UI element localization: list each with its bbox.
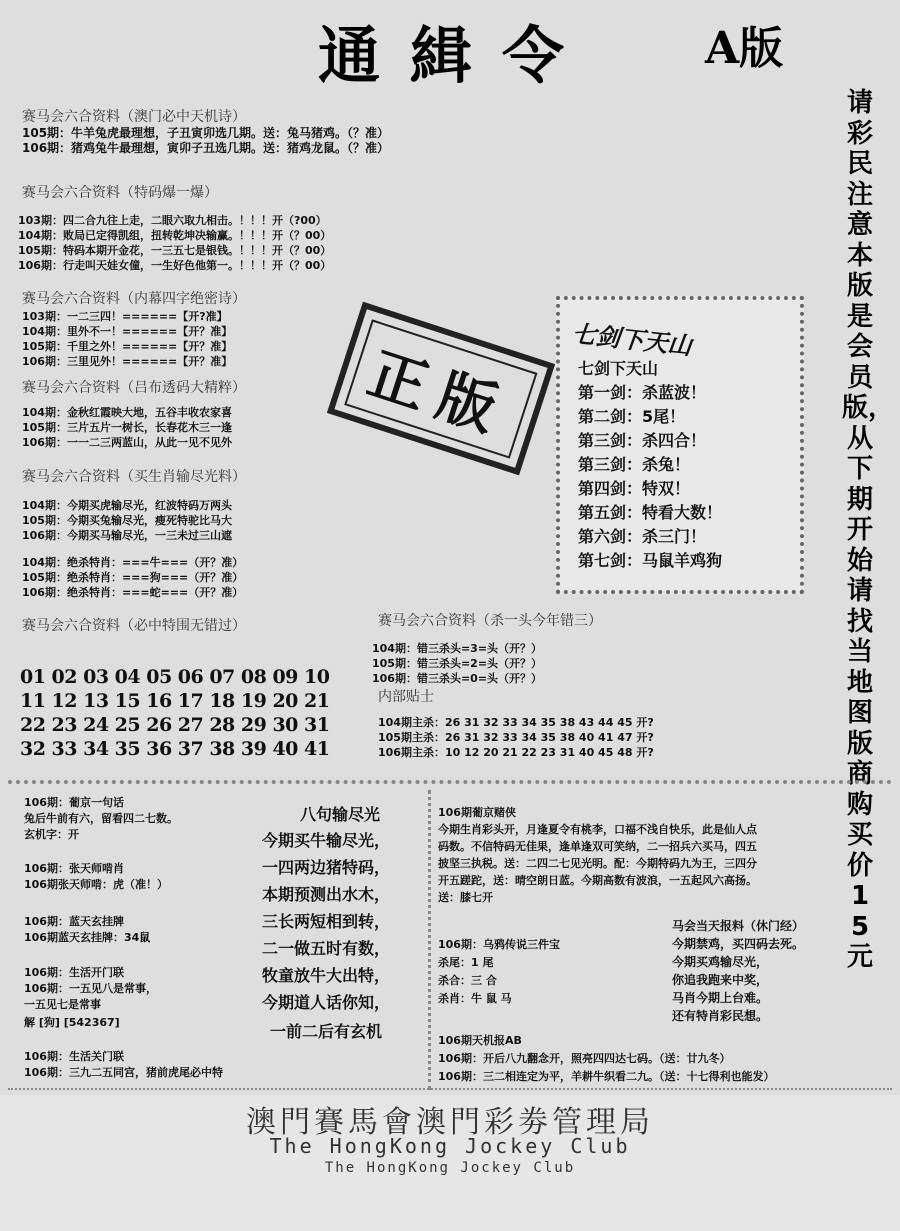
list-item: 第七剑：马鼠羊鸡狗 [578,551,723,570]
list-item: 106期葡京赌侠 [438,806,516,819]
list-item: 送：膝七开 [438,891,493,904]
poem-line: 二一做五时有数， [262,939,391,958]
list-item: 杀肖：牛 鼠 马 [438,992,512,1005]
section-subtitle: 内部贴士 [378,689,434,705]
footer-org-en-small: The HongKong Jockey Club [324,1160,576,1176]
section-title: 赛马会六合资料（买生肖输尽光料） [22,469,246,485]
list-item: 105期：特码本期开金花，一三五七是银钱。！！！开（？00） [18,244,332,257]
section-title: 赛马会六合资料（内幕四字绝密诗） [22,291,246,307]
list-item: 还有特肖彩民想。 [672,1009,769,1023]
section-title: 赛马会六合资料（澳门必中天机诗） [22,109,246,125]
list-item: 106期：一一二三两蓝山，从此一见不见外 [22,436,232,449]
poem-line: 三长两短相到转， [262,912,391,931]
list-item: 106期：一五见八是常事， [24,982,157,995]
list-item: 今期生肖彩头开，月逢夏令有桃李，口福不浅自快乐，此是仙人点 [438,823,757,836]
list-item: 105期：错三杀头=2=头（开？） [372,657,543,670]
list-item: 106期：开后八九翻念开，照亮四四达七码。（送：廿九冬） [438,1052,731,1065]
list-item: 106期蓝天玄挂牌：34鼠 [24,931,151,944]
seven-swords-title: 七剑下天山 [578,359,659,378]
list-item: 今期买鸡输尽光， [672,955,769,969]
list-item: 披坚三执税。送：二四二七见光明。配：今期特码九为王，三四分 [438,857,757,870]
list-item: 马肖今期上台难。 [672,991,769,1005]
number-row: 22 23 24 25 26 27 28 29 30 31 [20,714,330,736]
list-item: 106期：三九二五同宫，猪前虎尾必中特 [24,1066,223,1079]
section-title: 赛马会六合资料（特码爆一爆） [22,185,218,201]
seven-swords-box [556,296,804,594]
list-item: 106期：蓝天玄挂牌 [24,915,124,928]
list-item: 106期：葡京一句话 [24,796,124,809]
poem-line: 本期预测出水木， [262,885,391,904]
list-item: 106期主杀：10 12 20 21 22 23 31 40 45 48 开? [378,746,654,759]
list-item: 玄机字：开 [24,828,79,841]
list-item: 你追我跑来中奖， [672,973,769,987]
list-item: 106期：生活关门联 [24,1050,124,1063]
section-title: 赛马会六合资料（必中特围无错过） [22,618,246,634]
list-item: 今期禁鸡，买四码去死。 [672,937,805,951]
list-item: 104期：金秋红霞映大地，五谷丰收农家喜 [22,406,232,419]
list-item: 105期：千里之外！======【开？准】 [22,340,233,353]
list-item: 106期张天师啃：虎（准！） [24,878,168,891]
list-item: 106期：乌鸦传说三件宝 [438,938,560,951]
list-item: 105期：牛羊兔虎最理想，子丑寅卯选几期。送：兔马猪鸡。（？准） [22,126,390,140]
poem-line: 一四两边猪特码， [262,858,391,877]
list-item: 第六剑：杀三门！ [578,527,707,546]
list-item: 105期主杀：26 31 32 33 34 35 38 40 41 47 开? [378,731,654,744]
poem-title: 八句输尽光 [300,805,381,824]
list-item: 104期主杀：26 31 32 33 34 35 38 43 44 45 开? [378,716,654,729]
list-item: 105期：绝杀特肖：===狗===（开？准） [22,571,244,584]
list-item: 103期：一二三四！======【开?准】 [22,310,228,323]
poem-line: 今期买牛输尽光， [262,831,391,850]
number-row: 01 02 03 04 05 06 07 08 09 10 [20,666,330,688]
stamp-text: 正版 [344,319,537,458]
list-item: 106期：三里见外！======【开？准】 [22,355,233,368]
list-item: 106期：三二相连定为平，羊耕牛织看二九。（送：十七得利也能发） [438,1070,775,1083]
list-item: 兔后牛前有六，留看四二七数。 [24,812,178,825]
list-item: 104期：绝杀特肖：===牛===（开？准） [22,556,244,569]
list-item: 码数。不信特码无佳果，逢单逢双可笑纳，二一招兵六买马，四五 [438,840,757,853]
number-row: 11 12 13 15 16 17 18 19 20 21 [20,690,330,712]
list-item: 106期：绝杀特肖：===蛇===（开？准） [22,586,244,599]
footer-org-en: The HongKong Jockey Club [269,1134,631,1158]
list-item: 第五剑：特看大数！ [578,503,723,522]
list-item: 105期：三片五片一树长，长春花木三一逢 [22,421,232,434]
list-item: 第二剑：5尾！ [578,407,686,426]
section-title: 赛马会六合资料（吕布透码大精粹） [22,380,246,396]
list-item: 第四剑：特双！ [578,479,691,498]
poem-line: 牧童放牛大出特， [262,966,391,985]
divider [8,1088,892,1090]
list-item: 104期：错三杀头=3=头（开？） [372,642,543,655]
list-item: 106期天机报AB [438,1034,522,1047]
list-item: 106期：行走叫天娃女僮，一生好色他第一。！！！开（？00） [18,259,332,272]
list-item: 解 [狗] [542367] [24,1016,120,1029]
footer-org-cn: 澳門賽馬會澳門彩劵管理局 [246,1105,654,1140]
list-item: 106期：猪鸡兔牛最理想，寅卯子丑选几期。送：猪鸡龙鼠。（？准） [22,141,390,155]
list-item: 104期：败局已定得凯组，扭转乾坤决输赢。！！！开（？00） [18,229,332,242]
divider [8,780,892,784]
list-item: 106期：错三杀头=0=头（开？） [372,672,543,685]
side-notice: 请彩民注意本版是会员版，从下期开始请找当地图版商购买价15元 [842,88,895,972]
divider [428,790,431,1090]
list-item: 杀合：三 合 [438,974,497,987]
list-item: 104期：里外不一！======【开？准】 [22,325,233,338]
list-item: 开五蹉跎，送：晴空朗日蓝。今期高数有波浪，一五起风六高扬。 [438,874,757,887]
list-item: 106期：今期买马输尽光，一三未过三山遮 [22,529,232,542]
section-title: 赛马会六合资料（杀一头今年错三） [378,613,602,629]
poem-line: 一前二后有玄机 [270,1022,383,1041]
list-item: 第一剑：杀蓝波！ [578,383,707,402]
list-item: 第三剑：杀四合！ [578,431,707,450]
list-item: 第三剑：杀兔！ [578,455,691,474]
page-title: 通緝令 [318,19,595,92]
list-item: 马会当天报料（休门经） [672,919,805,933]
list-item: 杀尾：1 尾 [438,956,494,969]
seven-swords-art-title: 七剑下天山 [570,319,693,361]
list-item: 103期：四二合九往上走，二眼六取九相击。！！！开（?00） [18,214,327,227]
list-item: 105期：今期买兔输尽光，瘦死特驼比马大 [22,514,232,527]
edition-label: A版 [705,23,784,74]
list-item: 104期：今期买虎输尽光，红波特码万两头 [22,499,232,512]
number-row: 32 33 34 35 36 37 38 39 40 41 [20,738,330,760]
list-item: 106期：张天师啃肖 [24,862,124,875]
list-item: 106期：生活开门联 [24,966,124,979]
list-item: 一五见七是常事 [24,998,101,1011]
poem-line: 今期道人话你知， [262,993,391,1012]
